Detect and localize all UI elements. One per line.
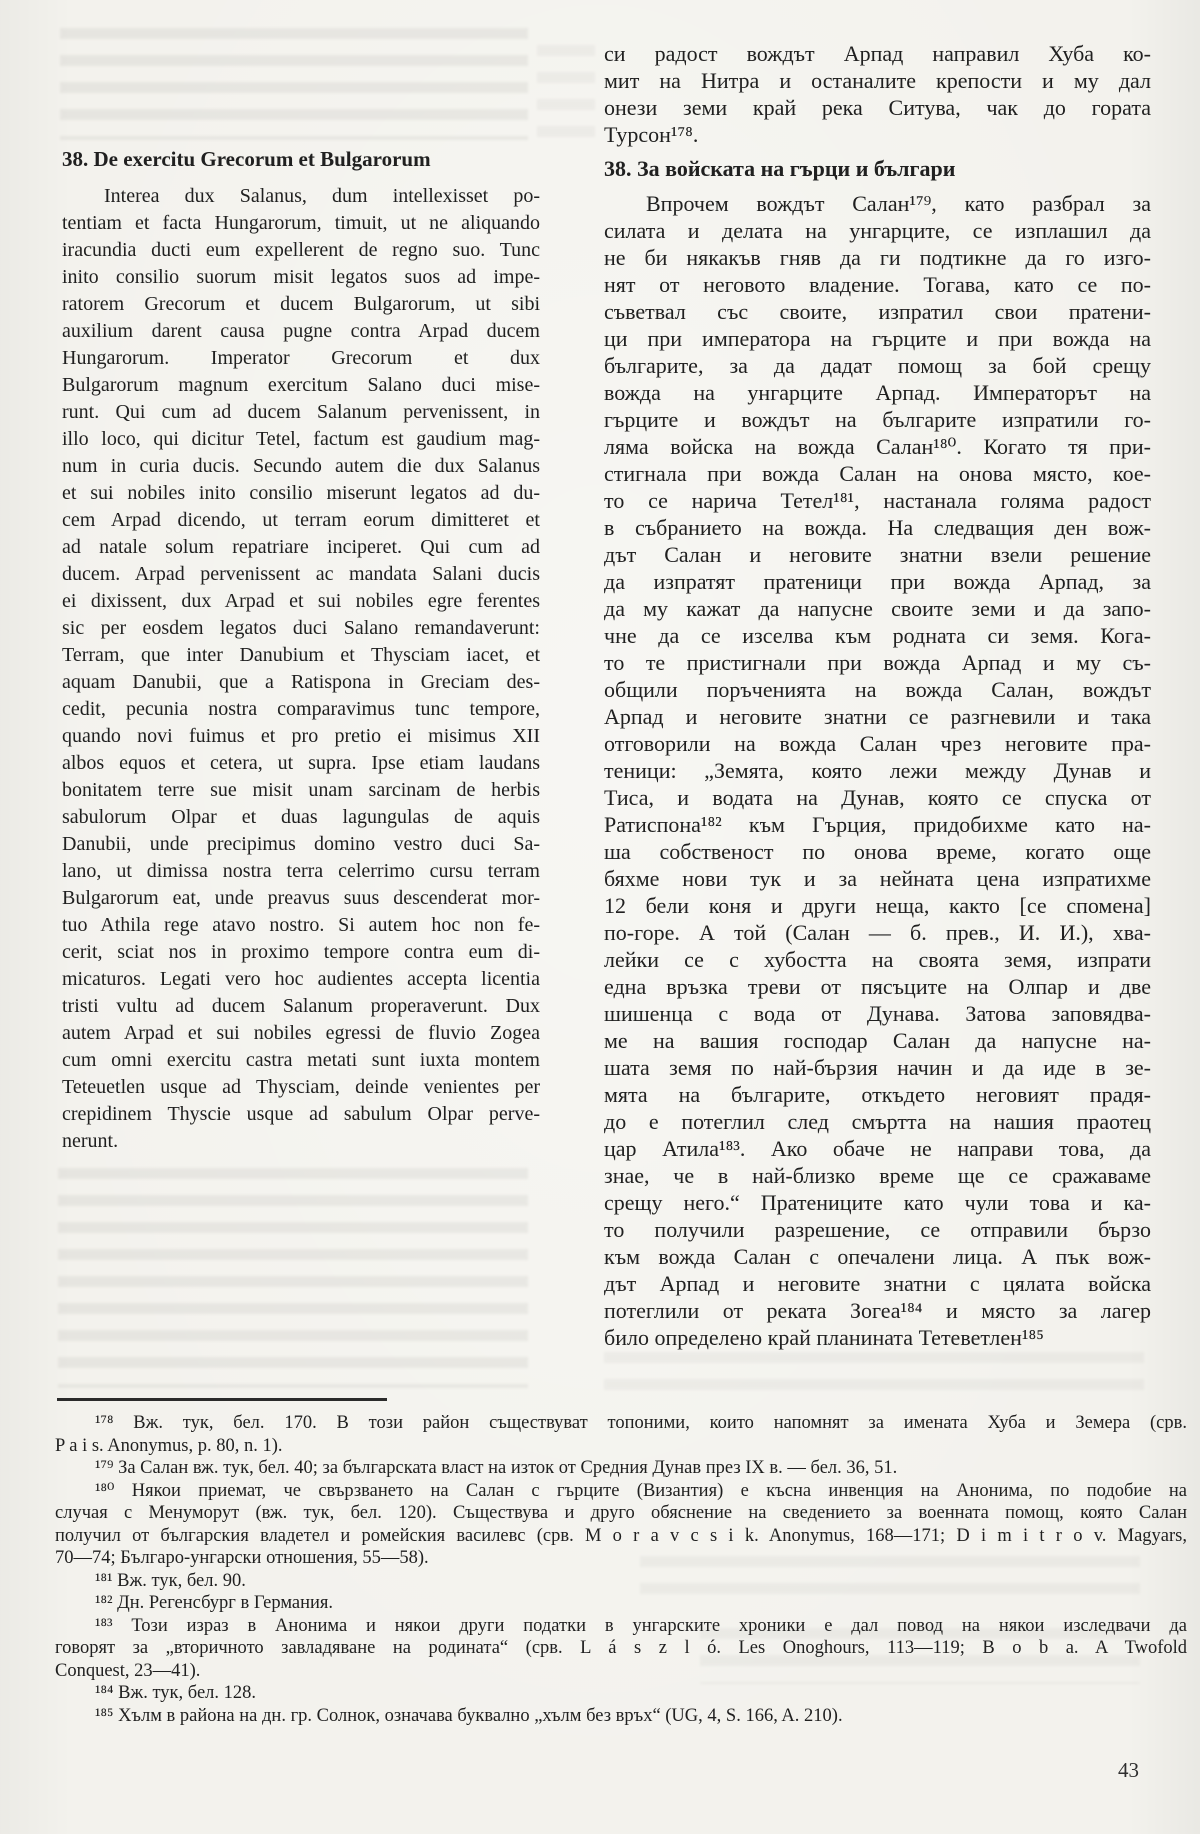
text-line: вожда на унгарците Арпад. Императорът на [604, 380, 1151, 405]
text-line: знае, че в най-близко време ще се сражаваме [604, 1163, 1151, 1188]
latin-chapter-heading: 38. De exercitu Grecorum et Bulgarorum [62, 147, 431, 171]
text-line: nerunt. [62, 1130, 119, 1152]
text-line: мята на българите, откъдето неговият прадя- [604, 1082, 1151, 1107]
text-line: силата и делата на унгарците, се изплашил да [604, 218, 1151, 243]
text-line: Interea dux Salanus, dum intellexisset po- [104, 185, 540, 207]
text-line: Hungarorum. Imperator Grecorum et dux [62, 347, 540, 369]
footnote-180 [55, 1480, 1187, 1570]
bulgarian-body-text [604, 190, 1151, 1351]
footnote-178 [55, 1412, 1187, 1457]
text-line: aquam Danubii, que a Ratispona in Greciam des- [62, 671, 540, 693]
text-line: да му кажат да напусне своите земи и да запо- [604, 596, 1151, 621]
text-line: ¹⁸³ Този израз в Анонима и някои други податки в унгарските хроники е дал повод на някои изследвачи да [95, 1615, 1187, 1636]
bleedthrough-artifact [537, 45, 595, 140]
text-line: не би някакъв гняв да ги подтикне да го изго- [604, 245, 1151, 270]
text-line: bonitatem terre sue misit unam sarcinam de herbis [62, 779, 540, 801]
text-line: онези земи край река Ситува, чак до гората [604, 95, 1151, 120]
footnote-185 [55, 1705, 1187, 1728]
text-line: micaturos. Legati vero hoc audientes accepta licentia [62, 968, 540, 990]
text-line: дът Арпад и неговите знатни с цялата войска [604, 1271, 1151, 1296]
text-line: ¹⁸⁴ Вж. тук, бел. 128. [95, 1683, 257, 1703]
text-line: дът Салан и неговите знатни взели решение [604, 542, 1151, 567]
text-line: бяхме нови тук и за нейната цена изпратихме [604, 866, 1151, 891]
footnote-184 [55, 1682, 1187, 1705]
text-line: sabulorum Olpar et duas lagungulas de aquis [62, 806, 540, 828]
text-line: lano, ut dimissa nostra terra celerrimo cursu terram [62, 860, 540, 882]
footnote-181 [55, 1570, 1187, 1593]
text-line: то получили разрешение, се отправили бързо [604, 1217, 1151, 1242]
bulgarian-continuation-text [604, 40, 1151, 148]
bulgarian-chapter-heading: 38. За войската на гърци и българи [604, 156, 956, 181]
text-line: ¹⁷⁸ Вж. тук, бел. 170. В този район съществуват топоними, които напомнят за имената Хуба и Земера (срв. [95, 1413, 1187, 1433]
text-line: Ратиспона¹⁸² към Гърция, придобихме като на- [604, 812, 1151, 837]
text-line: то се нарича Тетел¹⁸¹, настанала голяма радост [604, 488, 1151, 513]
bleedthrough-artifact [60, 28, 528, 140]
text-line: num in curia ducis. Secundo autem die dux Salanus [62, 455, 540, 477]
text-line: Bulgarorum magnum exercitum Salano duci mise- [62, 374, 540, 396]
text-line: Арпад и неговите знатни се разгневили и така [604, 704, 1151, 729]
text-line: ad natale solum repatriare inciperet. Qui cum ad [62, 536, 540, 558]
text-line: et sui nobiles inito consilio miserunt legatos ad du- [62, 482, 540, 504]
text-line: си радост вождът Арпад направил Хуба ко- [604, 41, 1151, 66]
text-line: Danubii, unde precipimus domino vestro duci Sa- [62, 833, 540, 855]
text-line: гърците и вождът на българите изпратили го- [604, 407, 1151, 432]
text-line: cem Arpad dicendo, ut terram eorum dimitteret et [62, 509, 540, 531]
text-line: cedit, pecunia nostra comparavimus tunc tempore, [62, 698, 540, 720]
text-line: ratorem Grecorum et ducem Bulgarorum, ut sibi [62, 293, 540, 315]
text-line: ducem. Arpad pervenissent ac mandata Salani ducis [62, 563, 540, 585]
footnotes-section [55, 1398, 1187, 1727]
text-line: iracundia ducti eum expellerent de regno suo. Tunc [62, 239, 540, 261]
text-line: crepidinem Thyscie usque ad sabulum Olpar perve- [62, 1103, 540, 1125]
text-line: шишенца с вода от Дунава. Затова заповядва- [604, 1001, 1151, 1026]
text-line: tristi vultu ad ducem Salanum properaverunt. Dux [62, 995, 540, 1017]
text-line: sic per eosdem legatos duci Salano remandaverunt: [62, 617, 540, 639]
text-line: съветвал със своите, изпратил свои пратени- [604, 299, 1151, 324]
text-line: P a i s. Anonymus, p. 80, n. 1). [55, 1435, 283, 1456]
text-line: ляма войска на вожда Салан¹⁸⁰. Когато тя при- [604, 434, 1151, 459]
text-line: ¹⁸¹ Вж. тук, бел. 90. [95, 1570, 246, 1591]
text-line: общили поръченията на вожда Салан, вождът [604, 677, 1151, 702]
text-line: cum omni exercitu castra metati sunt iuxta montem [62, 1049, 540, 1071]
text-line: чне да се изселва към родната си земя. Кога- [604, 623, 1151, 648]
text-line: стигнала при вожда Салан на онова място, кое- [604, 461, 1151, 486]
bleedthrough-artifact [604, 1352, 1144, 1398]
text-line: говорят за „вторичното завладяване на родината“ (срв. L á s z l ó. Les Onoghours, 113—119; B o b a. A Twofold [55, 1638, 1187, 1658]
text-line: Conquest, 23—41). [55, 1660, 201, 1681]
text-line: ¹⁸⁵ Хълм в района на дн. гр. Солнок, означава буквално „хълм без връх“ (UG, 4, S. 166, A. 210). [95, 1705, 843, 1726]
text-line: ша собственост по онова време, когато още [604, 839, 1151, 864]
text-line: то те пристигнали при вожда Арпад и му съ- [604, 650, 1151, 675]
page-number: 43 [1118, 1758, 1139, 1782]
text-line: цар Атила¹⁸³. Ако обаче не направи това, да [604, 1136, 1151, 1161]
text-line: ¹⁷⁹ За Салан вж. тук, бел. 40; за българската власт на изток от Средния Дунав през IX в. — бел. 36, 51. [95, 1458, 898, 1478]
text-line: по-горе. А той (Салан — б. прев., И. И.), хва- [604, 920, 1151, 945]
text-line: ¹⁸⁰ Някои приемат, че свързването на Салан с гърците (Византия) е късна инвенция на Анонима, по подобие на [95, 1480, 1187, 1501]
text-line: до е потеглил след смъртта на нашия праотец [604, 1109, 1151, 1134]
text-line: autem Arpad et sui nobiles egressi de fluvio Zogea [62, 1022, 540, 1044]
text-line: auxilium darent causa pugne contra Arpad ducem [62, 320, 540, 342]
text-line: една връзка треви от пясъците на Олпар и две [604, 974, 1151, 999]
text-line: лейки се с хубостта на своята земя, изпрати [604, 947, 1151, 972]
text-line: българите, за да дадат помощ за бой срещу [604, 353, 1151, 378]
text-line: inito consilio suorum misit legatos suos ad impe- [62, 266, 540, 288]
text-line: мит на Нитра и останалите крепости и му дал [604, 68, 1151, 93]
text-line: Турсон¹⁷⁸. [604, 122, 699, 147]
text-line: било определено край планината Тетеветлен¹⁸⁵ [604, 1325, 1044, 1350]
text-line: да изпратят пратеници при вожда Арпад, за [604, 569, 1151, 594]
text-line: ei dixissent, dux Arpad et sui nobiles egre ferentes [62, 590, 540, 612]
latin-column [62, 146, 540, 1155]
text-line: Тиса, и водата на Дунав, която се спуска от [604, 785, 1151, 810]
text-line: runt. Qui cum ad ducem Salanum pervenissent, in [62, 401, 540, 423]
text-line: ме на вашия господар Салан да напусне на- [604, 1028, 1151, 1053]
text-line: Впрочем вождът Салан¹⁷⁹, като разбрал за [646, 191, 1151, 216]
text-line: albos equos et cetera, ut supra. Ipse etiam laudans [62, 752, 540, 774]
text-line: Teteuetlen usque ad Thysciam, deinde venientes per [62, 1076, 540, 1098]
text-line: 70—74; Българо-унгарски отношения, 55—58). [55, 1548, 429, 1568]
text-line: нят от неговото владение. Тогава, като се по- [604, 272, 1151, 297]
footnote-183 [55, 1615, 1187, 1683]
text-line: illo loco, qui dicitur Tetel, factum est gaudium mag- [62, 428, 540, 450]
text-line: tuo Athila rege atavo nostro. Si autem hoc non fe- [62, 914, 540, 936]
bulgarian-column [604, 40, 1151, 1351]
text-line: Bulgarorum eat, unde preavus suus descenderat mor- [62, 887, 540, 909]
text-line: теници: „Земята, която лежи между Дунав и [604, 758, 1151, 783]
text-line: случая с Менуморут (вж. тук, бел. 120). Съществува и друго обяснение на сведението за военната помощ, която Салан [55, 1503, 1187, 1523]
text-line: Terram, que inter Danubium et Thysciam iacet, et [62, 644, 540, 666]
text-line: срещу него.“ Пратениците като чули това и ка- [604, 1190, 1151, 1215]
text-line: tentiam et facta Hungarorum, timuit, ut ne aliquando [62, 212, 540, 234]
footnote-182 [55, 1592, 1187, 1615]
footnote-separator-rule [57, 1398, 387, 1401]
text-line: получил от българския владетел и ромейския василевс (срв. M o r a v c s i k. Anonymus, 168—171; D i m i t r o v. Magyars, [55, 1525, 1187, 1546]
text-line: ¹⁸² Дн. Регенсбург в Германия. [95, 1593, 334, 1613]
text-line: шата земя по най-бързия начин и да иде в зе- [604, 1055, 1151, 1080]
bleedthrough-artifact [58, 1168, 528, 1388]
text-line: quando novi fuimus et pro pretio ei misimus XII [62, 725, 540, 747]
text-line: в събранието на вожда. На следващия ден вож- [604, 515, 1151, 540]
text-line: към вожда Салан с опечалени лица. А пък вож- [604, 1244, 1151, 1269]
footnote-179 [55, 1457, 1187, 1480]
latin-body-text [62, 183, 540, 1155]
text-line: потеглили от реката Зогеа¹⁸⁴ и място за лагер [604, 1298, 1151, 1323]
text-line: отговорили на вожда Салан чрез неговите пра- [604, 731, 1151, 756]
text-line: ци при императора на гърците и при вожда на [604, 326, 1151, 351]
text-line: cerit, sciat nos in proximo tempore contra eum di- [62, 941, 540, 963]
text-line: 12 бели коня и други неща, както [се спомена] [604, 893, 1151, 918]
